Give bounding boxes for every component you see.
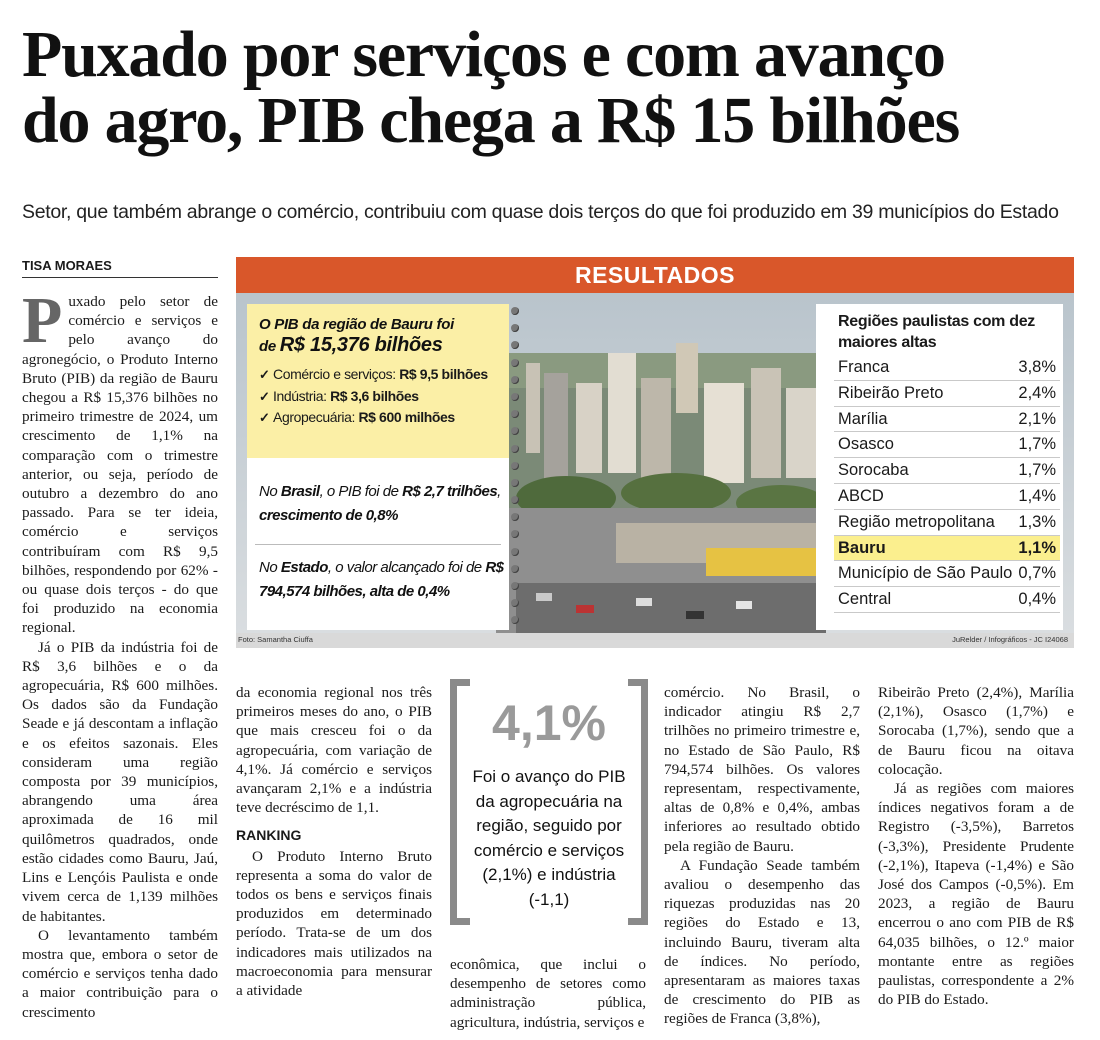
note-bold: , alta de 0,4% bbox=[362, 583, 450, 600]
paragraph bbox=[22, 284, 218, 638]
paragraph: econômica, que inclui o desempenho de setores como administração pública, agricultura, indústria, serviços e bbox=[450, 956, 646, 1031]
ranking-row bbox=[834, 458, 1060, 484]
headline bbox=[22, 18, 1082, 157]
note-text: No bbox=[259, 483, 278, 500]
ranking-row bbox=[834, 484, 1060, 510]
note-bold: R$ 794,574 bilhões bbox=[259, 559, 504, 600]
byline: TISA MORAES bbox=[22, 258, 218, 278]
binder-dot bbox=[511, 393, 519, 401]
regional-pib-highlight bbox=[247, 304, 509, 458]
article-column-4 bbox=[664, 683, 860, 1029]
paragraph: comércio. No Brasil, o indicador atingiu R$ 2,7 trilhões no primeiro trimestre e, no Estado de São Paulo, R$ 794,574 bilhões. Os valores representam, respectivamente, altas de 0,8% e 0,4%, ambas inferiores ao resultado obtido pela região de Bauru. bbox=[664, 684, 860, 855]
paragraph: O Produto Interno Bruto representa a soma do valor de todos os bens e serviços finais produzidos em determinado período. Trata-se de um dos indicadores mais utilizados na macroeconomia para mensurar a atividade bbox=[236, 847, 432, 1000]
paragraph: da economia regional nos três primeiros meses do ano, o PIB que mais cresceu foi o da agropecuária, com variação de 4,1%. Já comércio e serviços avançaram 2,1% e a indústria teve decréscimo de 1,1. bbox=[236, 684, 432, 817]
sector-value: R$ 9,5 bilhões bbox=[399, 366, 488, 382]
binder-dot bbox=[511, 341, 519, 349]
headline-line-1: Puxado por serviços e com avanço bbox=[22, 18, 945, 91]
ranking-box bbox=[816, 304, 1063, 630]
binder-dot bbox=[511, 410, 519, 418]
headline-line-2: do agro, PIB chega a R$ 15 bilhões bbox=[22, 84, 960, 157]
binder-dot bbox=[511, 445, 519, 453]
region-value: 2,1% bbox=[1018, 409, 1056, 428]
note-text: No bbox=[259, 559, 278, 576]
region-value: 1,4% bbox=[1018, 487, 1056, 505]
region-value: 1,7% bbox=[1018, 435, 1056, 454]
divider bbox=[255, 544, 501, 545]
region-value: 1,7% bbox=[1018, 461, 1056, 480]
pull-quote-number: 4,1% bbox=[492, 695, 606, 751]
region-name: Sorocaba bbox=[838, 461, 909, 480]
ranking-row bbox=[834, 355, 1060, 381]
check-icon: ✓ bbox=[259, 388, 270, 404]
sector-value: R$ 600 milhões bbox=[358, 409, 455, 425]
note-text: , o valor alcançado foi de bbox=[327, 559, 482, 576]
ranking-row bbox=[834, 587, 1060, 613]
art-credit: JuRelder / Infográficos - JC I24068 bbox=[952, 635, 1068, 644]
region-value: 0,7% bbox=[1018, 564, 1056, 583]
article-column-1 bbox=[22, 284, 218, 1022]
region-name: Ribeirão Preto bbox=[838, 383, 944, 402]
note-bold: R$ 2,7 trilhões bbox=[402, 483, 498, 500]
sector-label: Agropecuária: bbox=[273, 409, 355, 425]
subtitle: Setor, que também abrange o comércio, contribuiu com quase dois terços do que foi produzido em 39 municípios do Estado bbox=[22, 201, 1059, 223]
binder-dot bbox=[511, 616, 519, 624]
frame-gap bbox=[470, 917, 628, 926]
regional-pib-total: R$ 15,376 bilhões bbox=[279, 334, 443, 356]
binder-dot bbox=[511, 530, 519, 538]
paragraph-text: uxado pelo setor de comércio e serviços e pelo avanço do agronegócio, o Produto Interno Bruto (PIB) da região de Bauru chegou a R$ 15,376 bilhões no primeiro trimestre de 2024, um crescimento de 1,1% na comparação com o trimestre anterior, ou seja, período de outubro a dezembro do ano passado. Para se ter ideia, comércio e serviços contribuíram com R$ 9,5 bilhões, respondendo por 62% - ou quase dois terços - do que foi produzido na economia regional. bbox=[22, 293, 218, 637]
paragraph: Já as regiões com maiores índices negativos foram a de Registro (-3,5%), Barretos (-3,3%), Presidente Prudente (-2,1%), Itapeva (-1,4%) e São José dos Campos (-0,5%). Em 2023, a região de Bauru encerrou o ano com PIB de R$ 64,035 bilhões, o 12.º maior montante entre as regiões paulistas, correspondente a 2% do PIB do Estado. bbox=[878, 780, 1074, 1009]
sector-item bbox=[259, 407, 499, 429]
sector-label: Comércio e serviços: bbox=[273, 366, 396, 382]
binder-dot bbox=[511, 359, 519, 367]
article-column-5 bbox=[878, 683, 1074, 1009]
article-column-3 bbox=[450, 955, 646, 1032]
ranking-title: Regiões paulistas com dez maiores altas bbox=[838, 313, 1036, 351]
regional-pib-heading bbox=[259, 314, 499, 357]
ranking-row bbox=[834, 561, 1060, 587]
paragraph: A Fundação Seade também avaliou o desempenho das riquezas produzidas nas 20 regiões do Estado e 13, incluindo Bauru, tiveram alta de índices. No período, apresentaram as maiores taxas de crescimento do PIB as regiões de Franca (3,8%), bbox=[664, 856, 860, 1028]
check-icon: ✓ bbox=[259, 410, 270, 425]
region-value: 3,8% bbox=[1018, 358, 1056, 376]
binder-dot bbox=[511, 582, 519, 590]
binder-dot bbox=[511, 565, 519, 573]
infographic-title: RESULTADOS bbox=[236, 257, 1074, 293]
region-value: 1,3% bbox=[1018, 512, 1056, 531]
pull-quote-text: Foi o avanço do PIB da agropecuária na região, seguido por comércio e serviços (2,1%) e indústria (-1,1) bbox=[472, 767, 626, 909]
ranking-row-highlight bbox=[834, 536, 1060, 562]
paragraph: O levantamento também mostra que, embora o setor de comércio e serviços tenha dado a maior contribuição para o crescimento bbox=[22, 926, 218, 1021]
estado-note bbox=[259, 556, 507, 604]
photo-credit: Foto: Samantha Ciuffa bbox=[238, 635, 313, 644]
note-bold: crescimento de 0,8% bbox=[259, 507, 398, 524]
ranking-row bbox=[834, 407, 1060, 433]
check-icon: ✓ bbox=[259, 367, 270, 382]
binder-dot bbox=[511, 376, 519, 384]
ranking-row bbox=[834, 432, 1060, 458]
region-name: ABCD bbox=[838, 487, 884, 505]
note-bold: Brasil bbox=[280, 483, 320, 500]
paragraph: Já o PIB da indústria foi de R$ 3,6 bilhões e o da agropecuária, R$ 600 milhões. Os dados são da Fundação Seade e já descontam a inflação e os efeitos sazonais. Eles consideram uma região composta por 39 municípios, abrangendo uma área aproximada de 16 mil quilômetros quadrados, onde estão cidades como Bauru, Jaú, Lins e Lençóis Paulista e onde vivem cerca de 1,139 milhões de habitantes. bbox=[22, 638, 218, 925]
region-name: Bauru bbox=[838, 538, 886, 557]
sector-label: Indústria: bbox=[273, 387, 327, 404]
note-text: , o PIB foi de bbox=[319, 483, 399, 500]
regional-pib-de: de bbox=[259, 338, 276, 355]
binder-dot bbox=[511, 479, 519, 487]
sector-list bbox=[259, 364, 499, 429]
region-value: 0,4% bbox=[1018, 590, 1056, 609]
binder-dot bbox=[511, 462, 519, 470]
binder-dot bbox=[511, 548, 519, 556]
brasil-note bbox=[259, 480, 507, 528]
binder-dot bbox=[511, 427, 519, 435]
binder-dot bbox=[511, 307, 519, 315]
region-name: Franca bbox=[838, 358, 890, 376]
note-bold: Estado bbox=[280, 559, 328, 576]
region-name: Osasco bbox=[838, 435, 894, 454]
sector-item bbox=[259, 386, 499, 408]
note-text: , bbox=[497, 483, 501, 500]
region-value: 2,4% bbox=[1018, 383, 1056, 402]
region-name: Município de São Paulo bbox=[838, 564, 1013, 583]
region-name: Central bbox=[838, 590, 892, 609]
binder-dot bbox=[511, 324, 519, 332]
frame-gap bbox=[470, 678, 628, 687]
section-heading: RANKING bbox=[236, 827, 302, 844]
drop-cap: P bbox=[22, 284, 63, 357]
binder-dots-left bbox=[509, 307, 521, 634]
regional-pib-intro: O PIB da região de Bauru foi bbox=[259, 316, 454, 333]
regional-pib-box bbox=[247, 304, 509, 630]
article-column-2 bbox=[236, 683, 432, 1000]
ranking-row bbox=[834, 510, 1060, 536]
binder-dot bbox=[511, 599, 519, 607]
paragraph: Ribeirão Preto (2,4%), Marília (2,1%), Osasco (1,7%) e Sorocaba (1,7%), sendo que a de Bauru ficou na oitava colocação. bbox=[878, 684, 1074, 778]
infographic bbox=[236, 257, 1074, 648]
region-name: Região metropolitana bbox=[838, 512, 995, 531]
binder-dot bbox=[511, 496, 519, 504]
region-name: Marília bbox=[838, 409, 888, 428]
binder-dot bbox=[511, 513, 519, 521]
pull-quote bbox=[450, 679, 648, 925]
ranking-row bbox=[834, 381, 1060, 407]
sector-value: R$ 3,6 bilhões bbox=[330, 387, 419, 404]
sector-item bbox=[259, 364, 499, 386]
region-value: 1,1% bbox=[1018, 538, 1056, 557]
